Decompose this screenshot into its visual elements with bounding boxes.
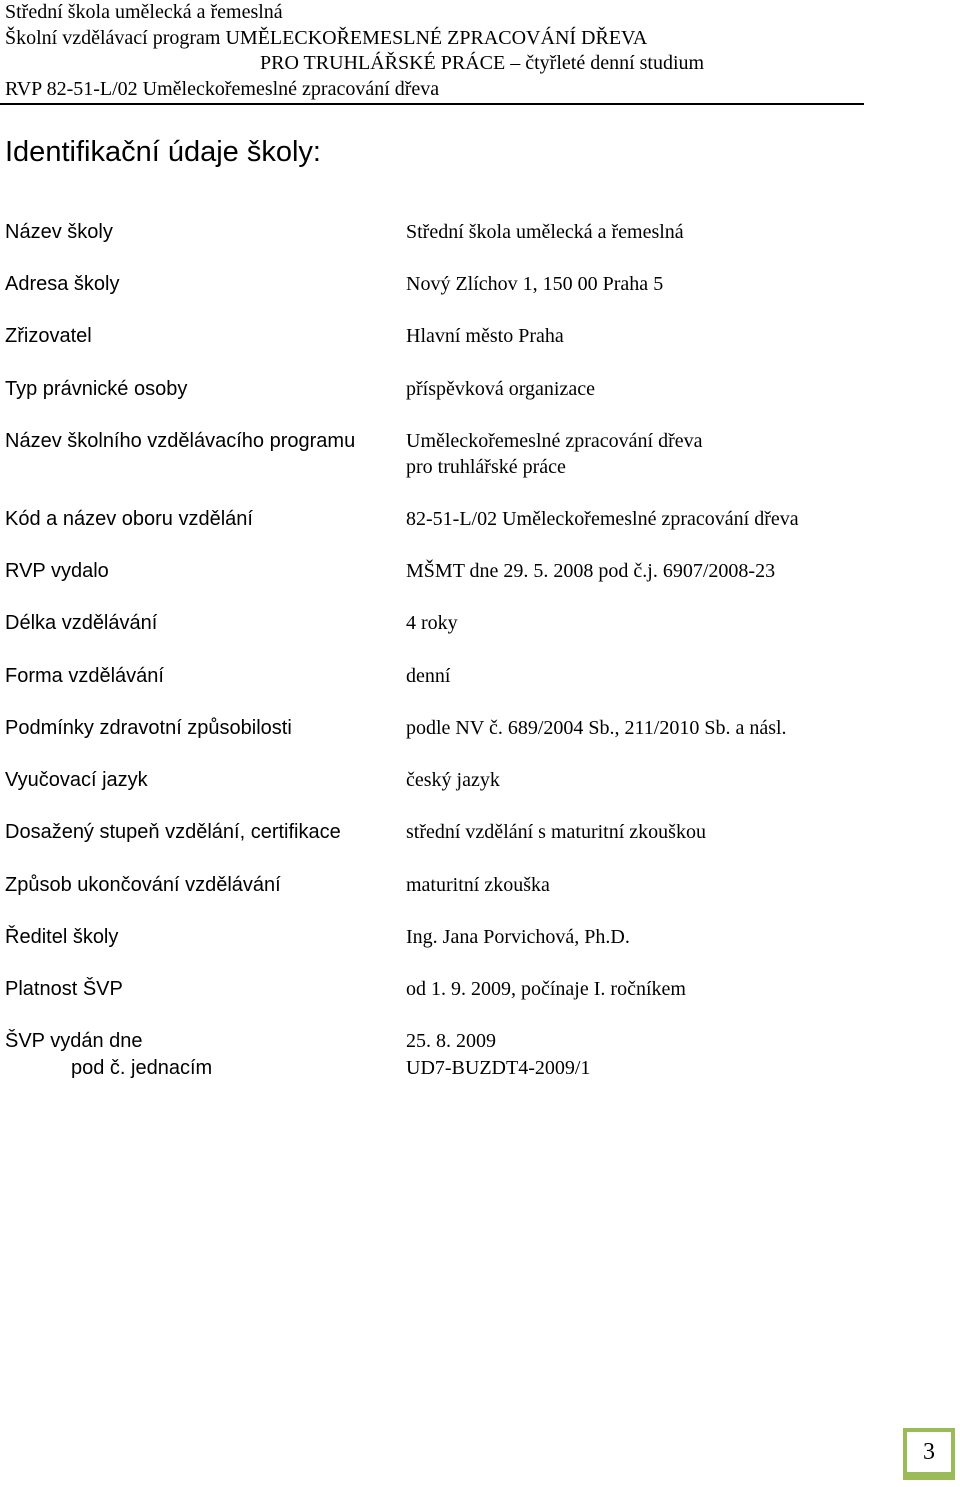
row-value: český jazyk (406, 769, 500, 791)
row-label: Způsob ukončování vzdělávání (5, 874, 281, 896)
row-label: Dosažený stupeň vzdělání, certifikace (5, 821, 341, 843)
section-title: Identifikační údaje školy: (5, 136, 321, 168)
header-school-name: Střední škola umělecká a řemeslná (5, 1, 283, 23)
row-value: maturitní zkouška (406, 874, 550, 896)
header-rvp: RVP 82-51-L/02 Uměleckořemeslné zpracování dřeva (5, 78, 440, 100)
row-label: Ředitel školy (5, 926, 119, 948)
row-label: Adresa školy (5, 273, 120, 295)
header-program-subtitle: PRO TRUHLÁŘSKÉ PRÁCE – čtyřleté denní studium (260, 52, 705, 74)
row-value: 4 roky (406, 612, 458, 634)
row-value: 82-51-L/02 Uměleckořemeslné zpracování dřeva (406, 508, 799, 530)
row-value: střední vzdělání s maturitní zkouškou (406, 821, 706, 843)
row-value: od 1. 9. 2009, počínaje I. ročníkem (406, 978, 686, 1000)
row-label: Kód a název oboru vzdělání (5, 508, 253, 530)
row-label: Forma vzdělávání (5, 665, 164, 687)
row-label: Zřizovatel (5, 325, 92, 347)
page-number: 3 (907, 1432, 951, 1472)
header-divider (0, 103, 864, 105)
row-label: Název školy (5, 221, 113, 243)
row-label: Název školního vzdělávacího programu (5, 430, 356, 452)
row-value: Střední škola umělecká a řemeslná (406, 221, 684, 243)
reference-value: UD7-BUZDT4-2009/1 (406, 1057, 591, 1079)
row-value-continued: pro truhlářské práce (406, 456, 566, 478)
row-value: Hlavní město Praha (406, 325, 564, 347)
row-label: RVP vydalo (5, 560, 109, 582)
row-value: denní (406, 665, 451, 687)
page-number-box (903, 1428, 955, 1480)
issued-label: ŠVP vydán dne (5, 1030, 143, 1052)
row-value: příspěvková organizace (406, 378, 595, 400)
row-value: Nový Zlíchov 1, 150 00 Praha 5 (406, 273, 664, 295)
row-value: podle NV č. 689/2004 Sb., 211/2010 Sb. a násl. (406, 717, 787, 739)
row-label: Podmínky zdravotní způsobilosti (5, 717, 292, 739)
row-label: Vyučovací jazyk (5, 769, 148, 791)
issued-value: 25. 8. 2009 (406, 1030, 496, 1052)
row-label: Platnost ŠVP (5, 978, 123, 1000)
row-label: Délka vzdělávání (5, 612, 158, 634)
header-program-title: Školní vzdělávací program UMĚLECKOŘEMESLNÉ ZPRACOVÁNÍ DŘEVA (5, 27, 648, 49)
row-value: Uměleckořemeslné zpracování dřeva (406, 430, 703, 452)
row-label: Typ právnické osoby (5, 378, 188, 400)
reference-label: pod č. jednacím (71, 1057, 213, 1079)
row-value: Ing. Jana Porvichová, Ph.D. (406, 926, 630, 948)
row-value: MŠMT dne 29. 5. 2008 pod č.j. 6907/2008-23 (406, 560, 776, 582)
